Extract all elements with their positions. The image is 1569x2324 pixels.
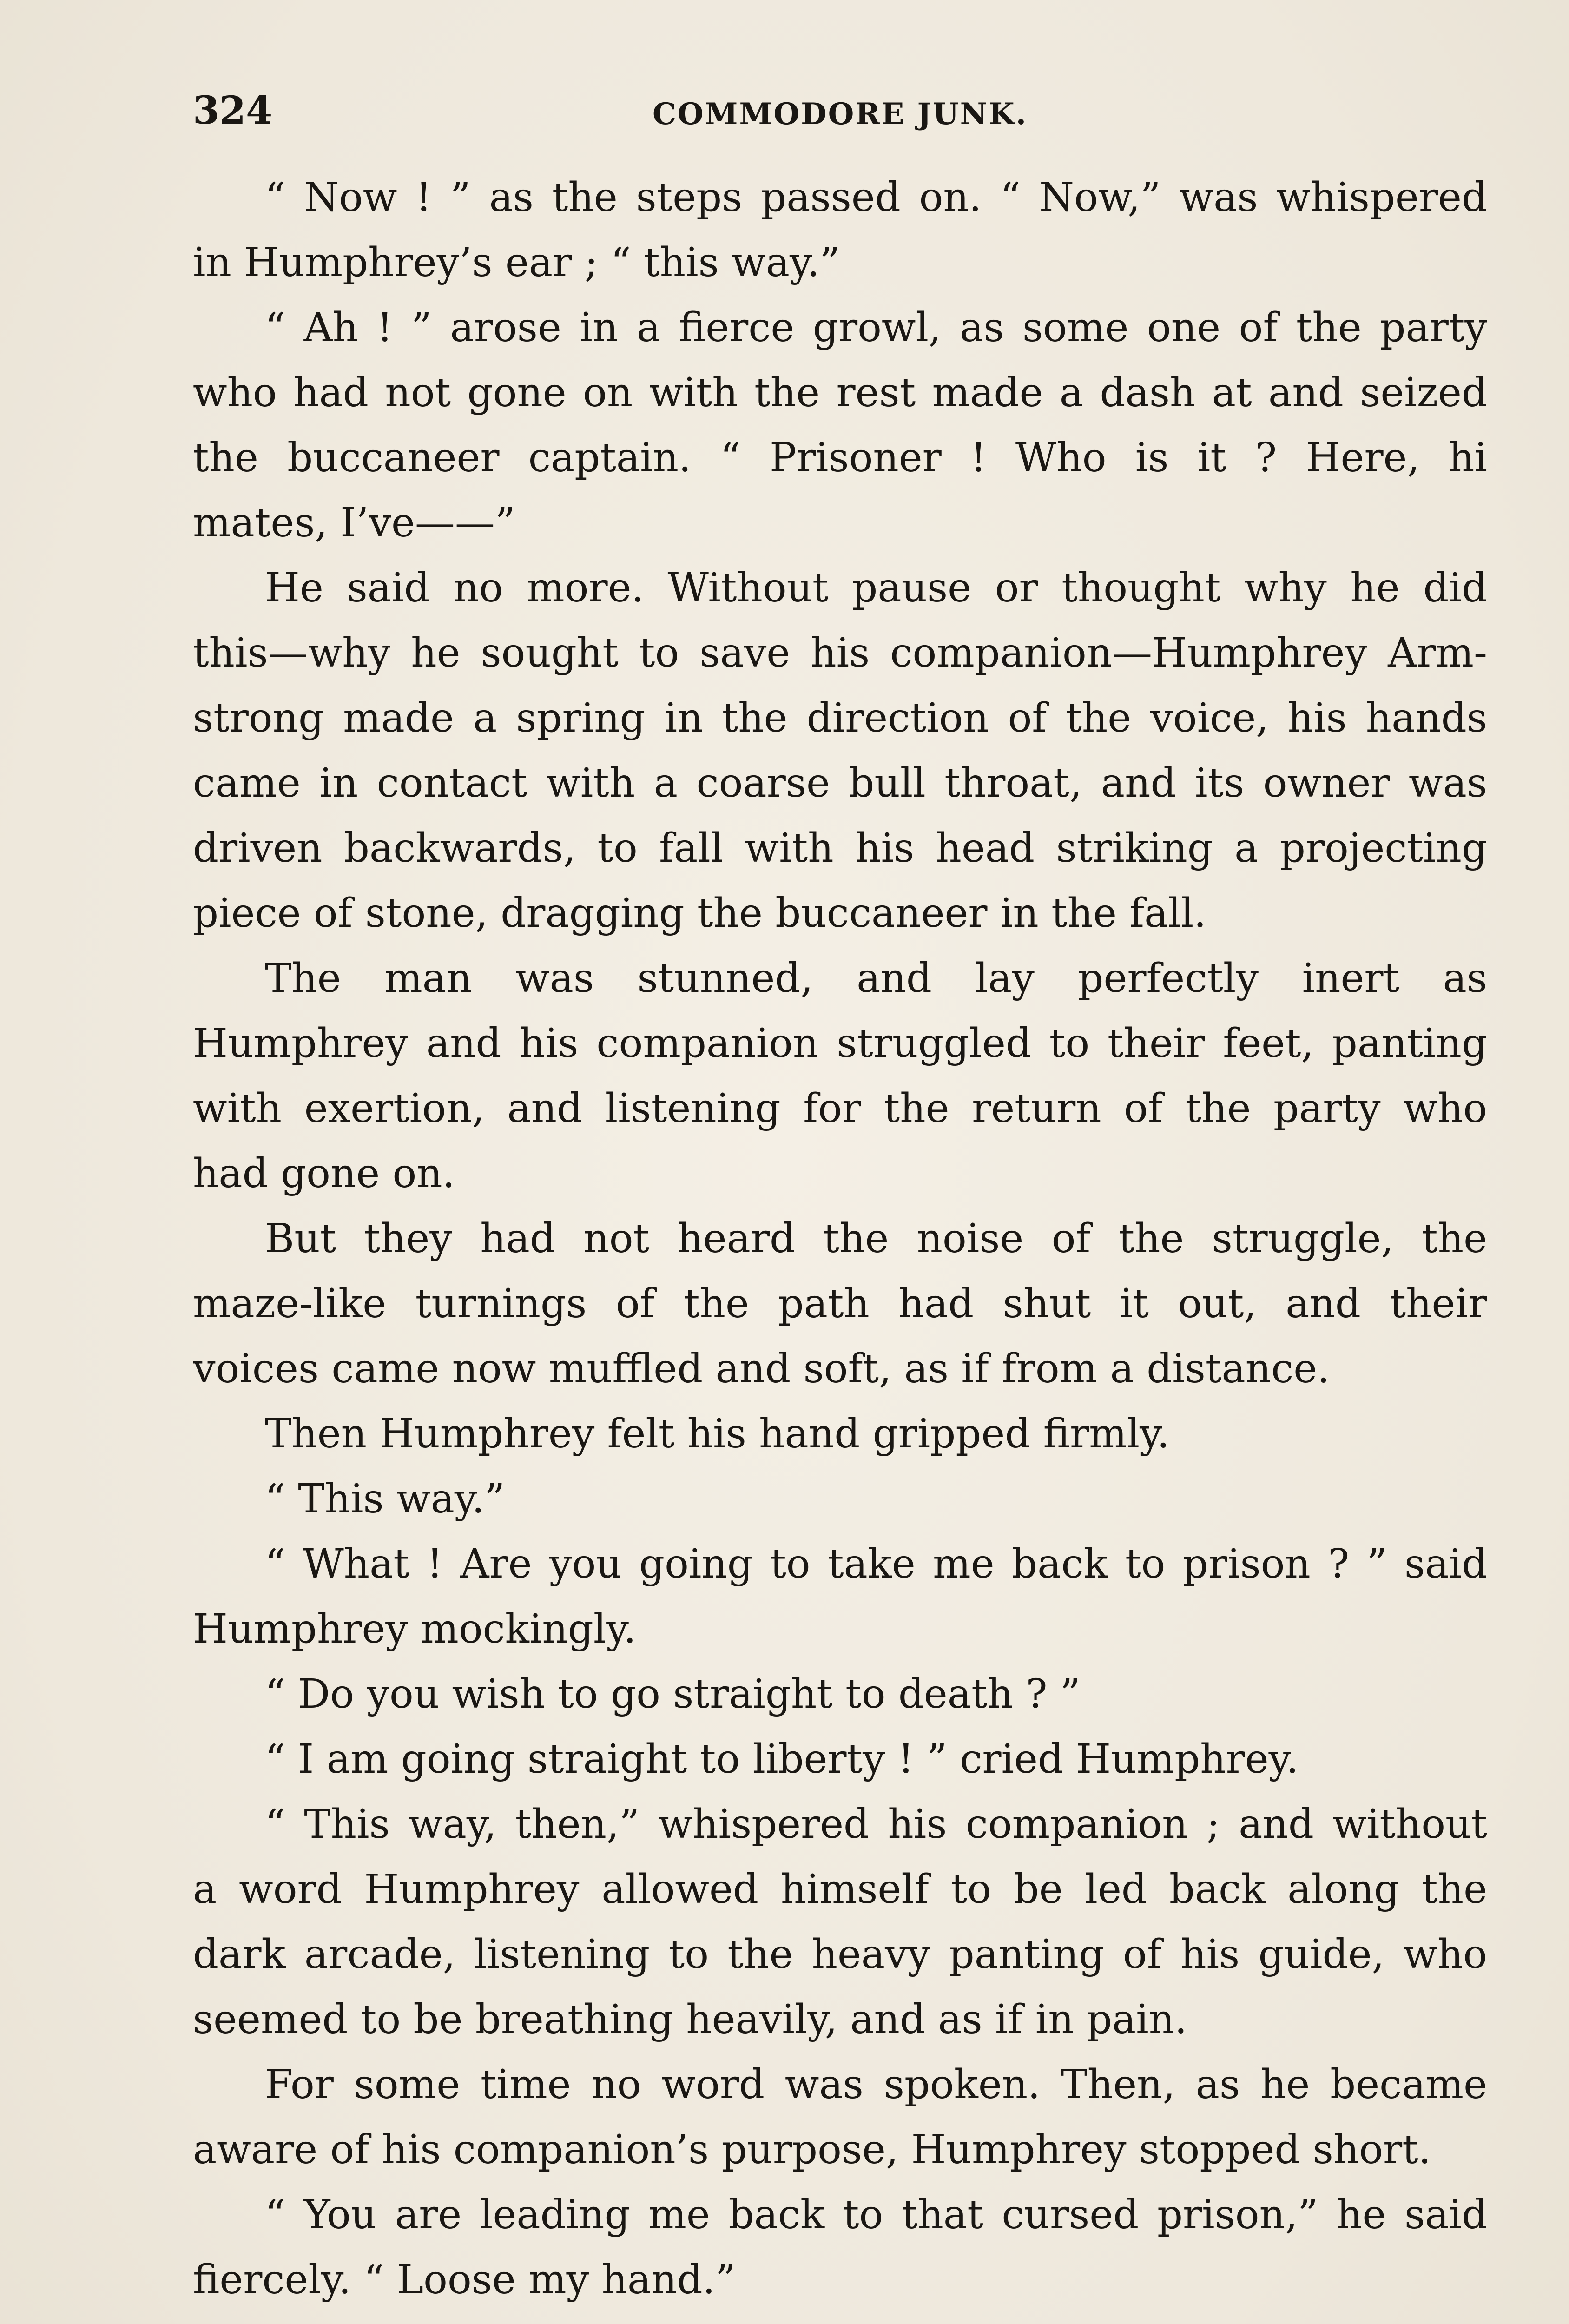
text-line: But they had not heard the noise of the struggle, the bbox=[265, 1215, 1487, 1262]
text-line: the buccaneer captain. “ Prisoner ! Who is it ? Here, hi bbox=[193, 435, 1487, 481]
text-line: mates, I’ve——” bbox=[193, 500, 515, 546]
text-line: in Humphrey’s ear ; “ this way.” bbox=[193, 239, 840, 286]
text-line: Then Humphrey felt his hand gripped firmly. bbox=[265, 1411, 1170, 1457]
text-line: had gone on. bbox=[193, 1150, 455, 1197]
text-line: “ This way.” bbox=[265, 1476, 505, 1522]
text-line: voices came now muffled and soft, as if from a distance. bbox=[193, 1346, 1330, 1392]
text-line: “ Do you wish to go straight to death ? ” bbox=[265, 1671, 1081, 1717]
text-line: “ I am going straight to liberty ! ” cried Humphrey. bbox=[265, 1736, 1299, 1783]
text-line: Humphrey mockingly. bbox=[193, 1606, 636, 1652]
text-line: “ Now ! ” as the steps passed on. “ Now,” was whispered bbox=[265, 174, 1487, 221]
text-line: with exertion, and listening for the return of the party who bbox=[193, 1085, 1487, 1132]
text-line: strong made a spring in the direction of the voice, his hands bbox=[193, 695, 1487, 741]
text-line: came in contact with a coarse bull throat, and its owner was bbox=[193, 760, 1487, 806]
text-line: maze-like turnings of the path had shut it out, and their bbox=[193, 1281, 1487, 1327]
text-line: a word Humphrey allowed himself to be led back along the bbox=[193, 1866, 1487, 1913]
text-line: For some time no word was spoken. Then, as he became bbox=[265, 2061, 1487, 2108]
text-line: dark arcade, listening to the heavy panting of his guide, who bbox=[193, 1931, 1487, 1978]
running-head: COMMODORE JUNK. bbox=[652, 97, 1028, 132]
text-line: who had not gone on with the rest made a dash at and seized bbox=[193, 370, 1487, 416]
text-line: fiercely. “ Loose my hand.” bbox=[193, 2257, 736, 2303]
text-line: “ This way, then,” whispered his companion ; and without bbox=[265, 1801, 1487, 1848]
text-line: driven backwards, to fall with his head striking a projecting bbox=[193, 825, 1487, 872]
text-line: The man was stunned, and lay perfectly inert as bbox=[265, 955, 1487, 1002]
page-header bbox=[193, 83, 1487, 139]
text-line: piece of stone, dragging the buccaneer in the fall. bbox=[193, 890, 1206, 937]
body-text bbox=[193, 165, 1487, 2312]
text-line: Humphrey and his companion struggled to their feet, panting bbox=[193, 1020, 1487, 1067]
text-line: “ You are leading me back to that cursed prison,” he said bbox=[265, 2192, 1487, 2238]
text-line: He said no more. Without pause or thought why he did bbox=[265, 565, 1487, 611]
text-line: seemed to be breathing heavily, and as if in pain. bbox=[193, 1996, 1187, 2043]
page-number: 324 bbox=[193, 88, 273, 133]
text-line: “ What ! Are you going to take me back to prison ? ” said bbox=[265, 1541, 1487, 1587]
text-line: “ Ah ! ” arose in a fierce growl, as some one of the party bbox=[265, 304, 1487, 351]
text-line: this—why he sought to save his companion—Humphrey Arm- bbox=[193, 630, 1487, 676]
text-line: aware of his companion’s purpose, Humphrey stopped short. bbox=[193, 2126, 1431, 2173]
